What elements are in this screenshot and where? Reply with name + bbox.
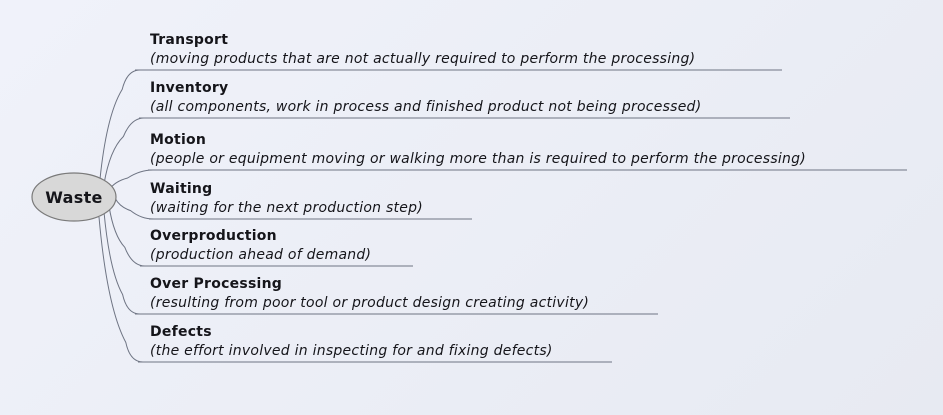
branch-description[interactable]: (the effort involved in inspecting for and fixing defects)	[150, 343, 553, 359]
branch-title[interactable]: Motion	[150, 132, 207, 148]
root-node-label: Waste	[45, 188, 103, 207]
branch-title[interactable]: Inventory	[150, 80, 229, 96]
branch-connector	[104, 118, 144, 184]
branch-title[interactable]: Defects	[150, 324, 212, 340]
branch-node-inventory[interactable]	[104, 80, 790, 184]
branch-node-motion[interactable]	[109, 132, 907, 190]
branch-description[interactable]: (all components, work in process and finished product not being processed)	[150, 99, 702, 115]
branch-description[interactable]: (waiting for the next production step)	[150, 200, 423, 216]
branch-connector	[99, 217, 143, 362]
branch-description[interactable]: (people or equipment moving or walking more than is required to perform the processing)	[150, 151, 806, 167]
branch-description[interactable]: (production ahead of demand)	[150, 247, 372, 263]
branch-title[interactable]: Waiting	[150, 181, 213, 197]
branch-title[interactable]: Overproduction	[150, 228, 277, 244]
branch-connector	[100, 70, 140, 179]
branch-description[interactable]: (resulting from poor tool or product design creating activity)	[150, 295, 590, 311]
branch-title[interactable]: Over Processing	[150, 276, 283, 292]
branch-node-waiting[interactable]	[115, 181, 472, 219]
branch-title[interactable]: Transport	[150, 32, 229, 48]
branches-layer	[99, 32, 907, 362]
branch-connector	[109, 170, 153, 190]
root-node-waste[interactable]	[32, 173, 116, 221]
branch-connector	[115, 198, 154, 219]
branch-description[interactable]: (moving products that are not actually required to perform the processing)	[150, 51, 696, 67]
branch-connector	[104, 212, 140, 314]
branch-connector	[109, 206, 145, 266]
